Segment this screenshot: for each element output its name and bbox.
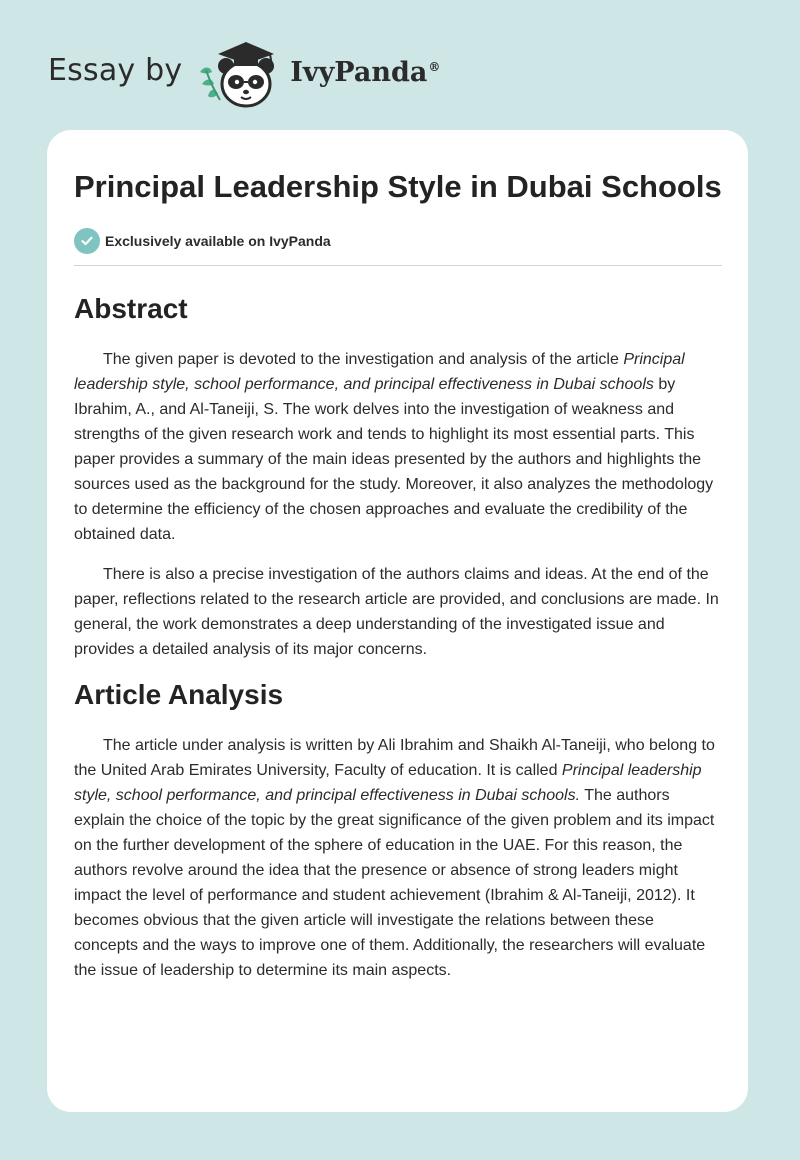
- page-title: Principal Leadership Style in Dubai Schools: [74, 169, 722, 204]
- section-heading: Article Analysis: [74, 679, 284, 710]
- paragraph: The given paper is devoted to the investigation and analysis of the article Principal leadership style, school performance, and principal effectiveness in Dubai schools by Ibrahim, A., and Al-Taneiji, S. The work delves into the investigation of weakness and strengths of the given research work and tends to highlight its most essential parts. This paper provides a summary of the main ideas presented by the authors and highlights the sources used as the background for the study. Moreover, it also analyzes the methodology to determine the efficiency of the chosen approaches and evaluate the credibility of the obtained data.: [74, 351, 714, 543]
- divider: [74, 265, 722, 266]
- check-circle-icon: [74, 228, 100, 254]
- section-heading: Abstract: [74, 293, 188, 324]
- panda-graduate-icon: [196, 32, 284, 112]
- brand-name: IvyPanda®: [290, 56, 441, 88]
- section-abstract: [74, 291, 722, 662]
- brand-header: [48, 32, 440, 112]
- exclusive-badge: [74, 228, 722, 254]
- brand-prefix: Essay by: [48, 52, 183, 88]
- article-title-ref: Principal leadership style, school performance, and principal effectiveness in Dubai schools.: [74, 762, 702, 804]
- essay-card: [47, 130, 748, 1112]
- registered-mark: ®: [428, 59, 441, 74]
- exclusive-text: Exclusively available on IvyPanda: [105, 233, 331, 249]
- section-article-analysis: [74, 677, 722, 983]
- paragraph: There is also a precise investigation of the authors claims and ideas. At the end of the paper, reflections related to the research article are provided, and conclusions are made. In general, the work demonstrates a deep understanding of the investigated issue and provides a detailed analysis of its major concerns.: [74, 566, 719, 658]
- paragraph: The article under analysis is written by Ali Ibrahim and Shaikh Al-Taneiji, who belong to the United Arab Emirates University, Faculty of education. It is called Principal leadership style, school performance, and principal effectiveness in Dubai schools. The authors explain the choice of the topic by the great significance of the given problem and its impact on the further development of the sphere of education in the UAE. For this reason, the authors revolve around the idea that the presence or absence of strong leaders might impact the level of performance and student achievement (Ibrahim & Al-Taneiji, 2012). It becomes obvious that the given article will investigate the relations between these concepts and the ways to improve one of them. Additionally, the researchers will evaluate the issue of leadership to determine its main aspects.: [74, 737, 715, 979]
- article-title-ref: Principal leadership style, school performance, and principal effectiveness in Dubai schools: [74, 351, 685, 393]
